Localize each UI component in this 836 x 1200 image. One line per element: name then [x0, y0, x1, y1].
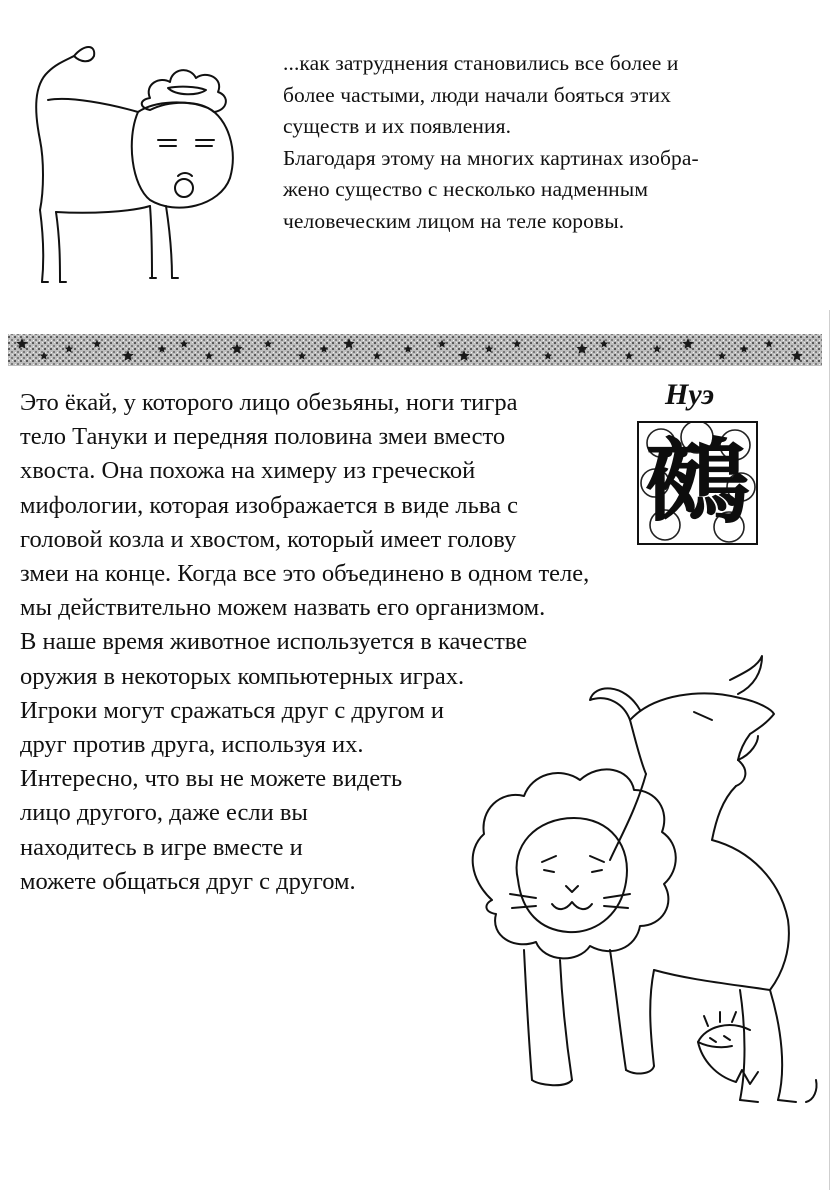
- description-line: головой козла и хвостом, который имеет голову: [20, 525, 517, 553]
- description-line: мифологии, которая изображается в виде льва с: [20, 491, 518, 519]
- intro-line: Благодаря этому на многих картинах изобра-: [283, 145, 699, 170]
- nue-title: Нуэ: [665, 378, 715, 411]
- description-line: друг против друга, используя их.: [20, 731, 364, 759]
- intro-line: жено существо с несколько надменным: [283, 177, 649, 201]
- description-line: змеи на конце. Когда все это объединено в одном теле,: [20, 560, 590, 588]
- chimera-illustration: [440, 650, 836, 1200]
- description-line: хвоста. Она похожа на химеру из греческой: [20, 457, 476, 485]
- description-line: можете общаться друг с другом.: [20, 867, 356, 895]
- intro-line: ...как затруднения становились все более и: [283, 51, 679, 75]
- description-line: тело Тануки и передняя половина змеи вместо: [20, 423, 506, 451]
- intro-line: человеческим лицом на теле коровы.: [283, 208, 625, 233]
- description-line: лицо другого, даже если вы: [20, 799, 308, 827]
- description-line: Это ёкай, у которого лицо обезьяны, ноги тигра: [20, 389, 518, 416]
- description-line: Интересно, что вы не можете видеть: [20, 765, 403, 793]
- description-line: В наше время животное используется в качестве: [20, 628, 528, 656]
- description-line: мы действительно можем назвать его организмом.: [20, 594, 546, 622]
- cow-illustration: [0, 0, 260, 300]
- intro-line: существ и их появления.: [283, 114, 512, 138]
- nue-kanji: 鵺: [644, 429, 751, 536]
- star-divider: [8, 330, 822, 370]
- description-line: находитесь в игре вместе и: [20, 833, 303, 861]
- description-line: оружия в некоторых компьютерных играх.: [20, 662, 465, 690]
- description-line: Игроки могут сражаться друг с другом и: [20, 696, 445, 724]
- intro-paragraph: [283, 48, 803, 237]
- intro-line: более частыми, люди начали бояться этих: [283, 82, 672, 107]
